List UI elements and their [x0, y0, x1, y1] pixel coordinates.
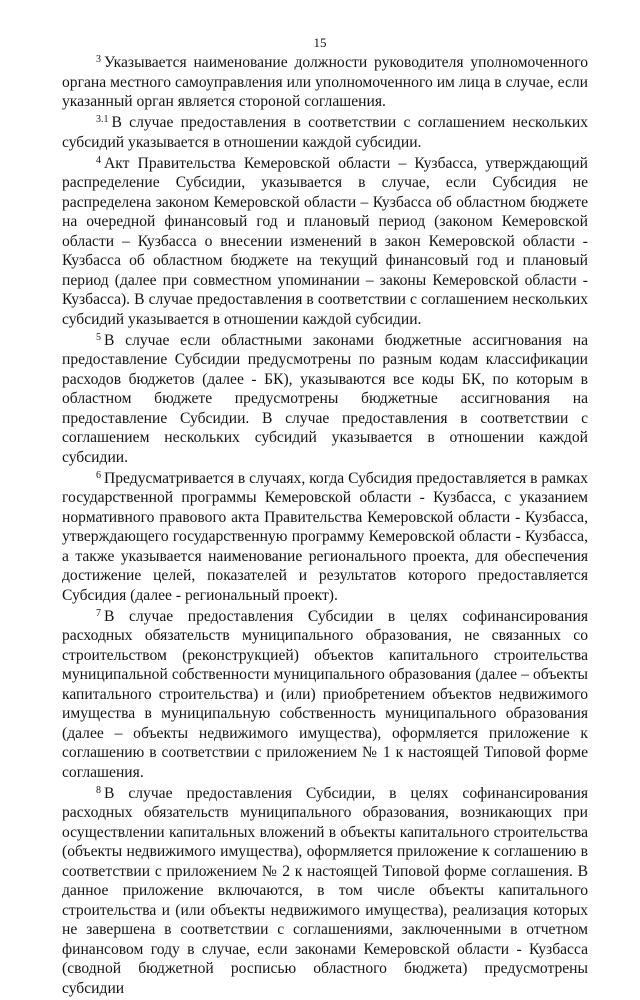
- footnote-text: В случае если областными законами бюджетные ассигнования на предоставление Субсидии предусмотрены по разным кодам классификации расходов бюджетов (далее - БК), указываются все коды БК, по которым в областном бюджете предусмотрены бюджетные ассигнования на предоставление Субсидии. В случае предоставления в соответствии с соглашением нескольких субсидий указывается в отношении каждой субсидии.: [62, 331, 588, 466]
- footnote-marker: 6: [96, 469, 101, 481]
- footnote-6: [62, 469, 588, 606]
- footnote-marker: 7: [96, 607, 101, 619]
- footnote-marker: 5: [96, 331, 101, 343]
- footnote-3: [62, 53, 588, 112]
- footnote-marker: 8: [96, 784, 101, 796]
- footnote-7: [62, 607, 588, 783]
- footnote-4: [62, 154, 588, 330]
- footnote-text: Предусматривается в случаях, когда Субсидия предоставляется в рамках государственной программы Кемеровской области - Кузбасса, с указанием нормативного правового акта Правительства Кемеровской области - Кузбасса, утверждающего государственную программу Кемеровской области - Кузбасса, а также указывается наименование регионального проекта, для обеспечения достижение целей, показателей и результатов которого предоставляется Субсидия (далее - региональный проект).: [62, 469, 589, 604]
- footnote-5: [62, 331, 588, 468]
- page-number: 15: [313, 35, 327, 50]
- footnote-marker: 4: [96, 154, 101, 166]
- footnote-marker: 3.1: [96, 114, 109, 125]
- footnote-8: [62, 784, 588, 999]
- footnote-marker: 3: [96, 54, 101, 65]
- footnote-text: В случае предоставления Субсидии, в целях софинансирования расходных обязательств муниципального образования, возникающих при осуществлении капитальных вложений в объекты капитального строительства (объекты недвижимого имущества), оформляется приложение к соглашению в соответствии с приложением № 2 к настоящей Типовой форме соглашения. В данное приложение включаются, в том числе объекты капитального строительства и (или объекты недвижимого имущества), реализация которых не завершена в соответствии с соглашениями, заключенными в отчетном финансовом году в случае, если законами Кемеровской области - Кузбасса (сводной бюджетной росписью областного бюджета) предусмотрены субсидии: [62, 784, 588, 997]
- footnote-text: В случае предоставления Субсидии в целях софинансирования расходных обязательств муниципального образования, не связанных со строительством (реконструкцией) объектов капитального строительства муниципальной собственности муниципального образования (далее – объекты капитального строительства) и (или) приобретением объектов недвижимого имущества в муниципальную собственность муниципального образования (далее – объекты недвижимого имущества), оформляется приложение к соглашению в соответствии с приложением № 1 к настоящей Типовой форме соглашения.: [62, 607, 588, 781]
- footnote-text: Акт Правительства Кемеровской области – Кузбасса, утверждающий распределение Субсидии, указывается в случае, если Субсидия не распределена законом Кемеровской области – Кузбасса об областном бюджете на очередной финансовый год и плановый период (законом Кемеровской области – Кузбасса о внесении изменений в закон Кемеровской области - Кузбасса об областном бюджете на текущий финансовый год и плановый период (далее при совместном упоминании – законы Кемеровской области - Кузбасса). В случае предоставления в соответствии с соглашением нескольких субсидий указывается в отношении каждой субсидии.: [62, 154, 588, 328]
- footnote-text: В случае предоставления в соответствии с соглашением нескольких субсидий указывается в отношении каждой субсидии.: [62, 114, 588, 151]
- footnote-3-1: [62, 113, 588, 152]
- footnotes-block: [62, 53, 588, 1000]
- footnote-text: Указывается наименование должности руководителя уполномоченного органа местного самоуправления или уполномоченного им лица в случае, если указанный орган является стороной соглашения.: [62, 54, 588, 110]
